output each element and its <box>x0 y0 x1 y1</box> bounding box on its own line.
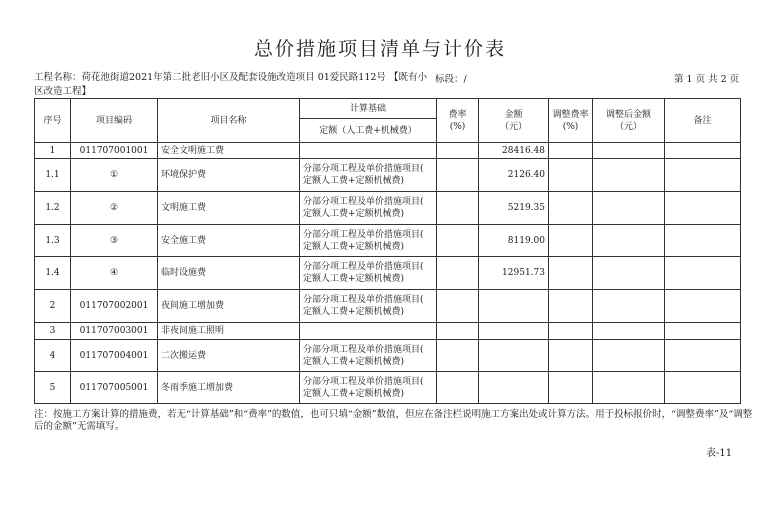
cell-adj-amount <box>593 340 665 372</box>
cell-amount: 12951.73 <box>479 257 549 290</box>
cell-amount: 28416.48 <box>479 143 549 159</box>
basis-line-2: 定额人工费+定额机械费) <box>303 388 405 399</box>
basis-line-1: 分部分项工程及单价措施项目( <box>303 295 424 305</box>
cell-seq: 3 <box>35 323 71 340</box>
cell-adj-rate <box>549 159 593 192</box>
header-amount-label: 金额 <box>504 109 523 120</box>
cell-basis <box>300 143 437 159</box>
cell-rate <box>437 159 479 192</box>
cell-rate <box>437 143 479 159</box>
cell-adj-amount <box>593 372 665 404</box>
cell-remark <box>665 192 741 225</box>
table-row <box>35 192 741 225</box>
header-rate <box>437 99 479 143</box>
cell-code: 011707001001 <box>71 143 158 159</box>
cell-seq: 4 <box>35 340 71 372</box>
cell-seq: 5 <box>35 372 71 404</box>
cell-remark <box>665 143 741 159</box>
cell-basis <box>300 340 437 372</box>
basis-line-1: 分部分项工程及单价措施项目( <box>303 344 424 355</box>
cell-remark <box>665 225 741 257</box>
basis-line-1: 分部分项工程及单价措施项目( <box>303 164 424 174</box>
cell-name: 文明施工费 <box>158 192 300 225</box>
header-code: 项目编码 <box>71 99 158 143</box>
cell-remark <box>665 257 741 290</box>
cell-code: 011707004001 <box>71 340 158 372</box>
cell-seq: 1.1 <box>35 159 71 192</box>
basis-line-1: 分部分项工程及单价措施项目( <box>303 229 424 240</box>
cell-adj-amount <box>593 225 665 257</box>
bid-section: 标段：/ <box>435 74 467 85</box>
cell-adj-rate <box>549 143 593 159</box>
table-row <box>35 257 741 290</box>
cell-rate <box>437 290 479 323</box>
cell-adj-amount <box>593 323 665 340</box>
cell-adj-rate <box>549 323 593 340</box>
basis-line-2: 定额人工费+定额机械费) <box>303 307 405 317</box>
cell-basis <box>300 257 437 290</box>
header-adj-amount-label: 调整后金额 <box>605 109 651 120</box>
cell-basis <box>300 372 437 404</box>
cell-remark <box>665 290 741 323</box>
basis-line-2: 定额人工费+定额机械费) <box>303 356 405 367</box>
table-row <box>35 159 741 192</box>
header-amount-unit: （元） <box>499 121 527 132</box>
cell-remark <box>665 159 741 192</box>
cell-amount: 8119.00 <box>479 225 549 257</box>
cell-adj-amount <box>593 192 665 225</box>
header-basis-sub: 定额（人工费+机械费） <box>300 119 437 143</box>
cell-adj-amount <box>593 290 665 323</box>
cell-seq: 1.3 <box>35 225 71 257</box>
cell-name: 夜间施工增加费 <box>158 290 300 323</box>
cell-adj-rate <box>549 257 593 290</box>
table-note: 注：按施工方案计算的措施费，若无“计算基础”和“费率”的数值，也可只填“金额”数值，但应在备注栏说明施工方案出处或计算方法。用于投标报价时，“调整费率”及“调整后的金额”无需填写。 <box>34 409 753 432</box>
cell-code: ① <box>71 159 158 192</box>
cell-adj-rate <box>549 340 593 372</box>
header-rate-label: 费率 <box>448 109 467 120</box>
cell-name: 冬雨季施工增加费 <box>158 372 300 404</box>
table-row <box>35 340 741 372</box>
cell-rate <box>437 323 479 340</box>
basis-line-2: 定额人工费+定额机械费) <box>303 274 405 284</box>
header-adj-amount <box>593 99 665 143</box>
header-adj-rate-label: 调整费率 <box>552 109 589 120</box>
cell-amount <box>479 323 549 340</box>
cell-rate <box>437 225 479 257</box>
cell-name: 非夜间施工照明 <box>158 323 300 340</box>
cell-remark <box>665 323 741 340</box>
basis-line-2: 定额人工费+定额机械费) <box>303 176 405 186</box>
cell-adj-rate <box>549 290 593 323</box>
cell-remark <box>665 340 741 372</box>
cell-basis <box>300 290 437 323</box>
header-adj-rate-unit: (%) <box>562 121 579 132</box>
cell-rate <box>437 192 479 225</box>
cell-adj-rate <box>549 372 593 404</box>
cell-amount <box>479 340 549 372</box>
cell-remark <box>665 372 741 404</box>
cell-name: 安全施工费 <box>158 225 300 257</box>
table-row <box>35 225 741 257</box>
cell-name: 环境保护费 <box>158 159 300 192</box>
cell-adj-amount <box>593 159 665 192</box>
cell-adj-rate <box>549 225 593 257</box>
cell-basis <box>300 192 437 225</box>
document-title: 总价措施项目清单与计价表 <box>253 38 506 60</box>
cell-rate <box>437 257 479 290</box>
basis-line-2: 定额人工费+定额机械费) <box>303 209 405 219</box>
table-number: 表-11 <box>706 448 733 459</box>
cell-amount <box>479 372 549 404</box>
cell-adj-amount <box>593 143 665 159</box>
cell-name: 安全文明施工费 <box>158 143 300 159</box>
cell-seq: 1 <box>35 143 71 159</box>
header-adj-amount-unit: （元） <box>614 121 642 132</box>
table-row <box>35 290 741 323</box>
cell-seq: 1.2 <box>35 192 71 225</box>
cell-rate <box>437 372 479 404</box>
table-row <box>35 372 741 404</box>
header-name: 项目名称 <box>158 99 300 143</box>
cell-seq: 1.4 <box>35 257 71 290</box>
table-row <box>35 143 741 159</box>
table-row <box>35 323 741 340</box>
cell-rate <box>437 340 479 372</box>
header-adj-rate <box>549 99 593 143</box>
project-name: 工程名称：荷花池街道2021年第二批老旧小区及配套设施改造项目 01爱民路112号 【既有小区改造工程】 <box>34 72 427 97</box>
header-remark: 备注 <box>665 99 741 143</box>
cell-code: ② <box>71 192 158 225</box>
basis-line-2: 定额人工费+定额机械费) <box>303 241 405 252</box>
cell-code: ④ <box>71 257 158 290</box>
cell-code: 011707003001 <box>71 323 158 340</box>
cell-amount <box>479 290 549 323</box>
cell-adj-amount <box>593 257 665 290</box>
basis-line-1: 分部分项工程及单价措施项目( <box>303 197 424 207</box>
cell-code: 011707005001 <box>71 372 158 404</box>
cell-amount: 2126.40 <box>479 159 549 192</box>
cell-name: 临时设施费 <box>158 257 300 290</box>
cell-basis <box>300 323 437 340</box>
cell-basis <box>300 159 437 192</box>
cell-adj-rate <box>549 192 593 225</box>
cell-code: 011707002001 <box>71 290 158 323</box>
header-seq: 序号 <box>35 99 71 143</box>
cell-seq: 2 <box>35 290 71 323</box>
cell-code: ③ <box>71 225 158 257</box>
header-rate-unit: (%) <box>449 121 466 132</box>
basis-line-1: 分部分项工程及单价措施项目( <box>303 376 424 387</box>
page-info: 第 1 页 共 2 页 <box>674 74 740 85</box>
cell-amount: 5219.35 <box>479 192 549 225</box>
header-basis: 计算基础 <box>300 99 437 119</box>
cell-basis <box>300 225 437 257</box>
header-amount <box>479 99 549 143</box>
basis-line-1: 分部分项工程及单价措施项目( <box>303 262 424 272</box>
cell-name: 二次搬运费 <box>158 340 300 372</box>
measures-table <box>34 98 741 404</box>
